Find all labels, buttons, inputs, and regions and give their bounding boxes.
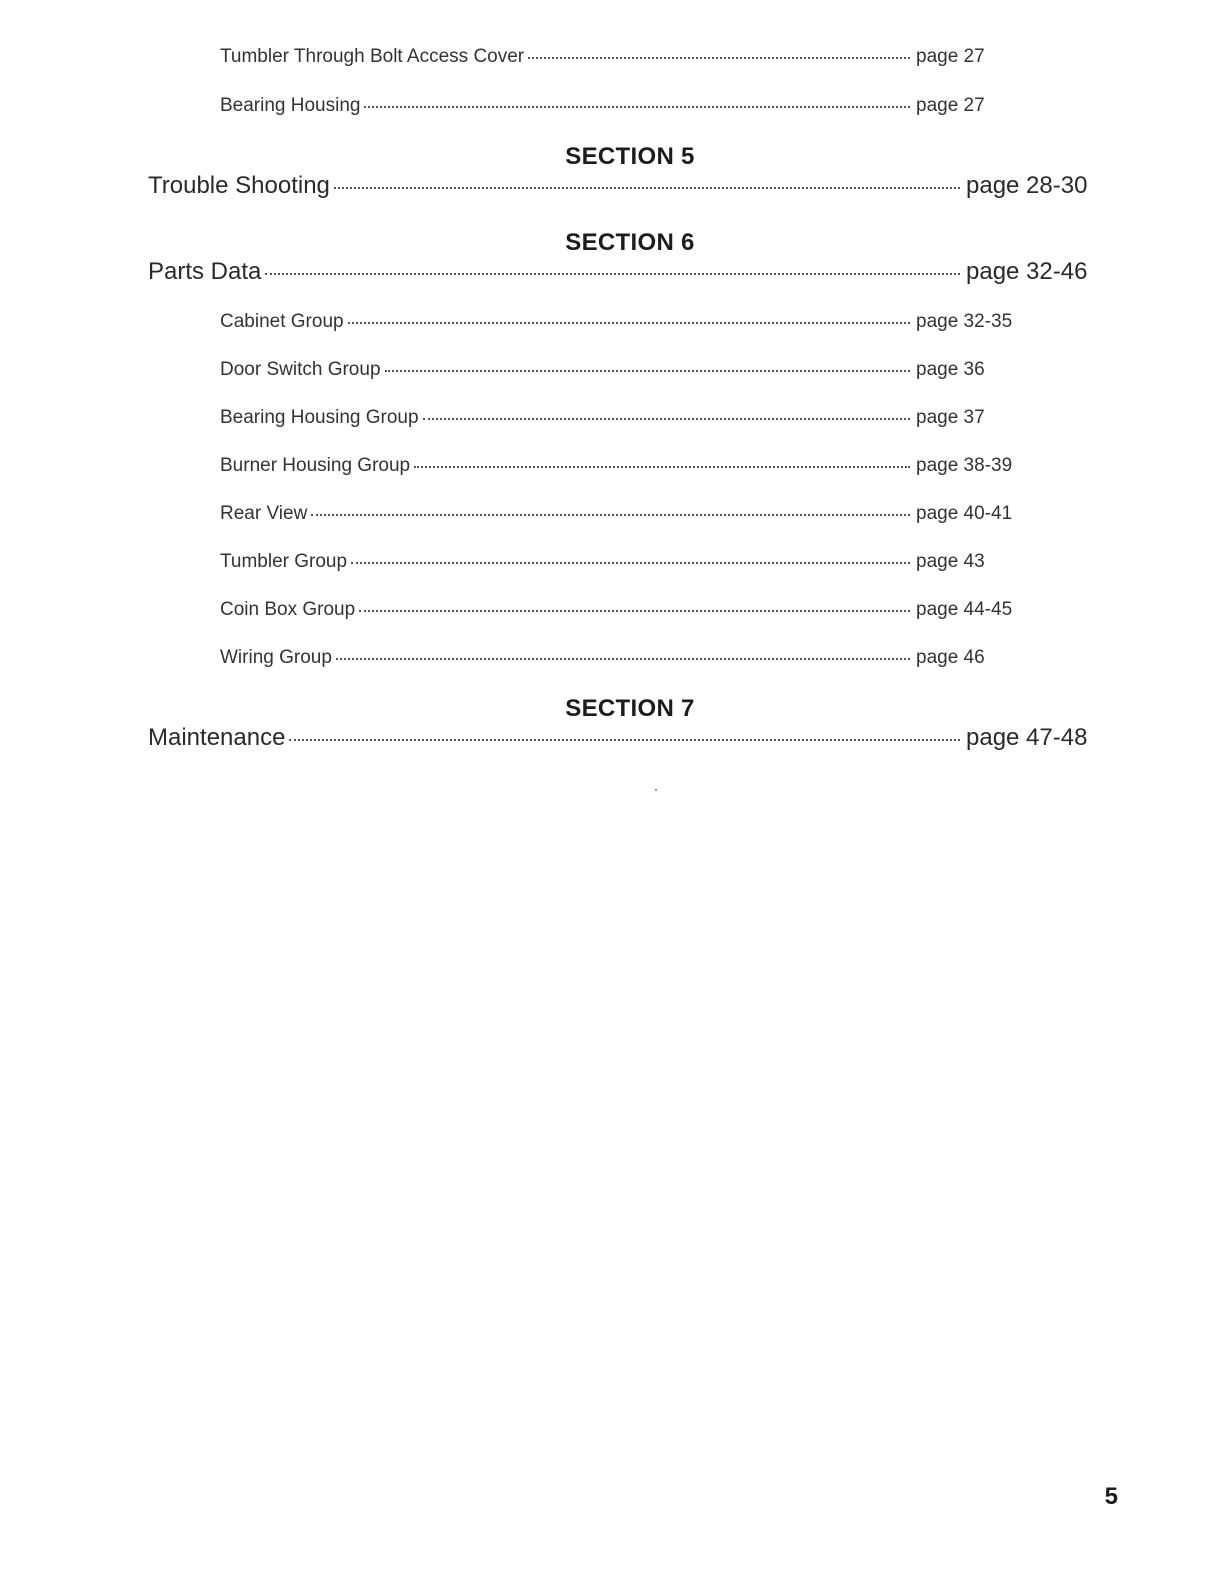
toc-entry-coin-box-group[interactable] [220, 599, 1038, 621]
toc-entry-page: page 43 [916, 551, 985, 572]
dot-leader [528, 57, 910, 59]
dot-leader [351, 562, 910, 564]
toc-entry-label: Coin Box Group [220, 599, 356, 620]
toc-entry-rear-view[interactable] [220, 503, 1038, 525]
toc-entry-label: Cabinet Group [220, 311, 344, 332]
toc-entry-label: Maintenance [148, 724, 286, 751]
toc-entry-burner-housing-group[interactable] [220, 455, 1038, 477]
toc-entry-cabinet-group[interactable] [220, 311, 1038, 333]
toc-entry-label: Bearing Housing [220, 95, 361, 116]
toc-entry-label: Bearing Housing Group [220, 407, 419, 428]
toc-entry-bearing-housing-group[interactable] [220, 407, 1038, 429]
dot-leader [348, 322, 910, 324]
toc-entry-page: page 28-30 [966, 172, 1088, 199]
toc-entry-bearing-housing[interactable] [220, 95, 1038, 117]
toc-entry-parts-data[interactable] [148, 258, 1088, 286]
toc-entry-page: page 32-46 [966, 258, 1088, 285]
toc-entry-page: page 32-35 [916, 311, 1013, 332]
toc-entry-label: Trouble Shooting [148, 172, 330, 199]
dot-leader [385, 370, 910, 372]
dot-leader [423, 418, 910, 420]
toc-entry-wiring-group[interactable] [220, 647, 1038, 669]
dot-leader [336, 658, 910, 660]
toc-entry-page: page 37 [916, 407, 985, 428]
toc-entry-page: page 44-45 [916, 599, 1013, 620]
dot-leader [289, 739, 960, 741]
toc-entry-page: page 27 [916, 95, 985, 116]
toc-entry-maintenance[interactable] [148, 724, 1088, 752]
toc-entry-trouble-shooting[interactable] [148, 172, 1088, 200]
dot-leader [414, 466, 910, 468]
toc-entry-label: Door Switch Group [220, 359, 381, 380]
toc-entry-label: Tumbler Group [220, 551, 348, 572]
scan-speck [655, 789, 657, 791]
dot-leader [311, 514, 910, 516]
toc-entry-page: page 38-39 [916, 455, 1013, 476]
toc-entry-label: Parts Data [148, 258, 262, 285]
section-7-heading: SECTION 7 [565, 695, 695, 722]
toc-entry-tumbler-through-bolt-access-cover[interactable] [220, 46, 1038, 68]
toc-entry-label: Burner Housing Group [220, 455, 411, 476]
toc-entry-door-switch-group[interactable] [220, 359, 1038, 381]
dot-leader [359, 610, 910, 612]
toc-entry-page: page 47-48 [966, 724, 1088, 751]
section-5-heading: SECTION 5 [565, 143, 695, 170]
toc-entry-label: Tumbler Through Bolt Access Cover [220, 46, 525, 67]
page-number: 5 [1104, 1483, 1118, 1510]
toc-entry-tumbler-group[interactable] [220, 551, 1038, 573]
dot-leader [265, 273, 960, 275]
dot-leader [364, 106, 910, 108]
toc-entry-label: Wiring Group [220, 647, 332, 668]
section-6-heading: SECTION 6 [565, 229, 695, 256]
toc-entry-label: Rear View [220, 503, 308, 524]
toc-entry-page: page 40-41 [916, 503, 1013, 524]
dot-leader [334, 187, 960, 189]
toc-entry-page: page 46 [916, 647, 985, 668]
toc-entry-page: page 27 [916, 46, 985, 67]
toc-entry-page: page 36 [916, 359, 985, 380]
